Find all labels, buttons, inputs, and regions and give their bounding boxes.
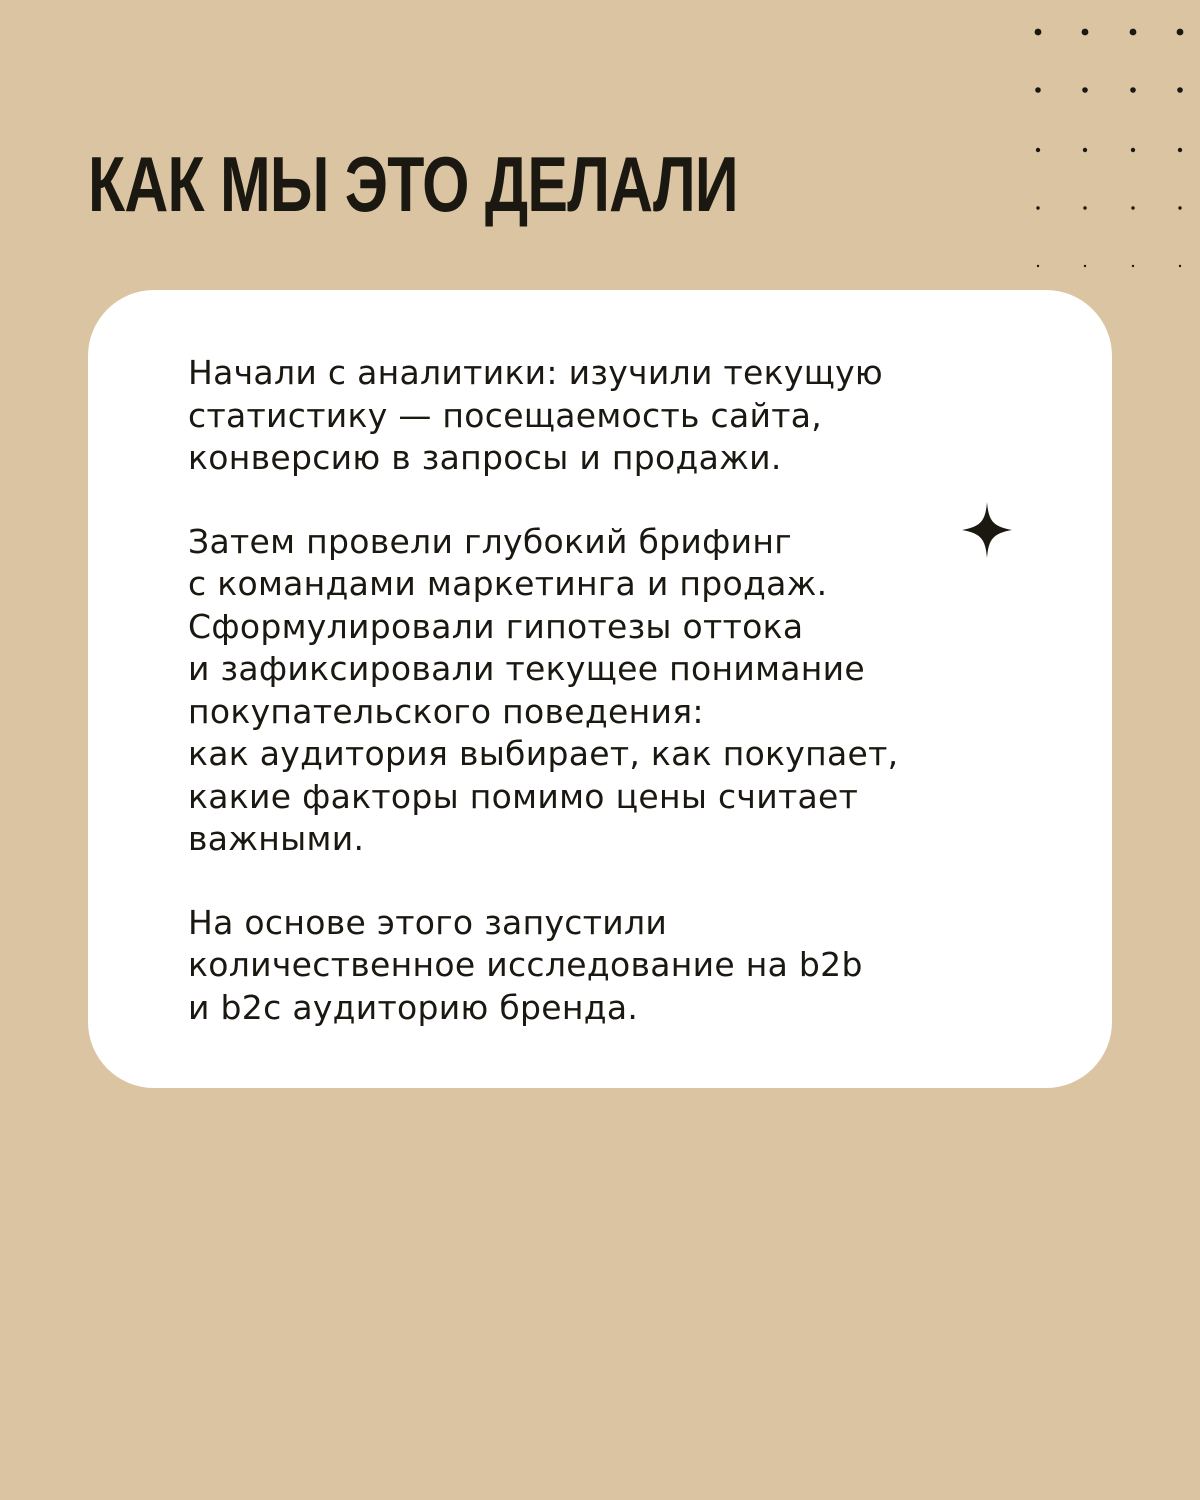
paragraph-briefing bbox=[188, 521, 1008, 861]
text-line: с командами маркетинга и продаж. bbox=[188, 564, 828, 603]
text-line: На основе этого запустили bbox=[188, 902, 668, 942]
text-card bbox=[88, 290, 1112, 1088]
text-line: покупательского поведения: bbox=[188, 691, 704, 731]
text-line: и зафиксировали текущее понимание bbox=[188, 649, 866, 688]
text-line: конверсию в запросы и продажи. bbox=[188, 438, 782, 477]
dot-grid-icon bbox=[1020, 14, 1200, 284]
text-line: статистику — посещаемость сайта, bbox=[188, 395, 823, 435]
paragraph-analytics bbox=[188, 352, 1008, 480]
four-point-star-icon bbox=[962, 502, 1012, 558]
text-line: Сформулировали гипотезы оттока bbox=[188, 606, 804, 646]
card-body bbox=[188, 352, 1008, 1070]
text-line: Затем провели глубокий брифинг bbox=[188, 521, 792, 561]
text-line: количественное исследование на b2b bbox=[188, 945, 863, 984]
text-line: какие факторы помимо цены считает bbox=[188, 776, 859, 816]
text-line: и b2c аудиторию бренда. bbox=[188, 987, 639, 1027]
text-line: важными. bbox=[188, 819, 365, 858]
paragraph-research bbox=[188, 902, 1008, 1030]
text-line: как аудитория выбирает, как покупает, bbox=[188, 734, 899, 773]
page-title: КАК МЫ ЭТО ДЕЛАЛИ bbox=[88, 140, 738, 228]
text-line: Начали с аналитики: изучили текущую bbox=[188, 353, 884, 392]
